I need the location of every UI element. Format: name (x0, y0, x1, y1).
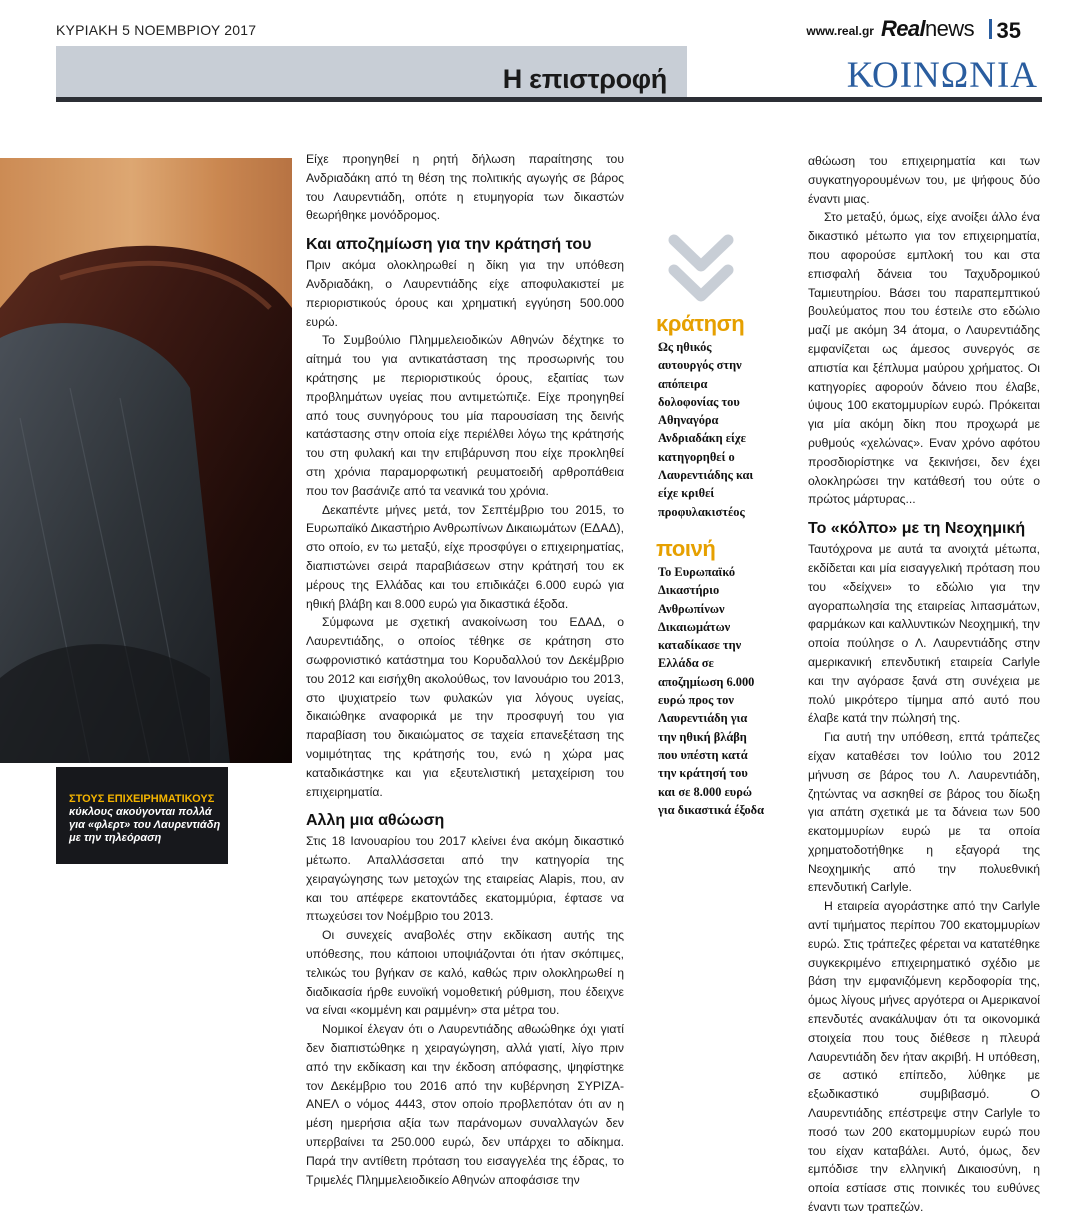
page-number: 35 (996, 18, 1021, 43)
section-label: ΚΟΙΝΩΝΙΑ (846, 55, 1038, 96)
pull-text: Το Ευρωπαϊκό Δικαστήριο Ανθρωπίνων Δικαιωμάτων καταδίκασε την Ελλάδα σε αποζημίωση 6.000 ευρώ προς τον Λαυρεντιάδη για την ηθική βλάβη που υπέστη κατά την κράτησή του και σε 8.000 ευρώ για δικαστικά έξοδα (658, 564, 765, 817)
paragraph: Δεκαπέντε μήνες μετά, τον Σεπτέμβριο του 2015, το Ευρωπαϊκό Δικαστήριο Ανθρωπίνων Δικαιωμάτων (ΕΔΑΔ), στο οποίο, εν τω μεταξύ, είχε προσφύγει ο επιχειρηματίας, διαπιστώνει σειρά παραβιάσεων στην κράτησή του εκ μέρους της Ελλάδας και του επιδικάζει 6.000 ευρώ για ηθική βλάβη και 8.000 ευρώ για δικαστικά έξοδα. (306, 502, 624, 611)
subheading: Το «κόλπο» με τη Νεοχημική (808, 520, 1026, 538)
paragraph: Νομικοί έλεγαν ότι ο Λαυρεντιάδης αθωώθηκε όχι γιατί δεν διαπιστώθηκε η χειραγώγηση, αλλά γιατί, λίγο πριν από την εκδίκαση και την έκδοση απόφασης, ψηφίστηκε τον Δεκέμβριο του 2016 από την κυβέρνηση ΣΥΡΙΖΑ-ΑΝΕΛ ο νόμος 4443, στον οποίο προβλεπόταν ότι αν η μέση ημερήσια αξία των παράνομων συναλλαγών δεν υπερβαίνει τα 250.000 ευρώ, δεν υπάρχει το αδίκημα. Παρά την αντίθετη πρόταση του εισαγγελέα της έδρας, το Τριμελές Πλημμελειοδικείο Αθηνών αποφάσισε την (306, 1022, 624, 1187)
paragraph: αθώωση του επιχειρηματία και των συγκατηγορουμένων του, με ψήφους δύο έναντι μιας. (808, 154, 1040, 206)
paragraph: Σύμφωνα με σχετική ανακοίνωση του ΕΔΑΔ, ο Λαυρεντιάδης, ο οποίος τέθηκε σε κράτηση στο σωφρονιστικό κατάστημα του Κορυδαλλού τον Δεκέμβριο του 2012 και εισήχθη ακολούθως, τον Ιανουάριο του 2013, στο ψυχιατρείο των φυλακών για λόγους υγείας, δικαιώθηκε αναφορικά με την προσφυγή του για παραβίαση του δικαιώματος σε ταχεία επανεξέταση της νομιμότητας της κράτησής του, ενώ η χώρα μας καταδικάστηκε και για εξευτελιστική μεταχείριση του επιχειρηματία. (306, 615, 624, 799)
caption-text: κύκλους ακούγονται πολλά για «φλερτ» του Λαυρεντιάδη με την τηλεόραση (69, 806, 221, 844)
masthead (806, 18, 1027, 40)
subheading: Και αποζημίωση για την κράτησή του (306, 236, 592, 254)
article-column-1 (306, 150, 624, 1189)
article-photo (0, 158, 292, 763)
paragraph: Η εταιρεία αγοράστηκε από την Carlyle αντί τιμήματος περίπου 700 εκατομμυρίων ευρώ. Στις τράπεζες φέρεται να κατατέθηκε συγκεκριμένο επιχειρηματικό σχέδιο με βάση την εμφανιζόμενη κερδοφορία της, όμως λίγους μήνες αργότερα οι Αμερικανοί επενδυτές ανακάλυψαν ότι τα οικονομικά στοιχεία που τους διέθεσε η πλευρά Λαυρεντιάδη δεν ήταν ακριβή. Η υπόθεση, σε αστικό επίπεδο, λύθηκε με εξωδικαστικό συμβιβασμό. Ο Λαυρεντιάδης επέστρεψε στην Carlyle το ποσό των 200 εκατομμυρίων ευρώ που του είχαν καταβάλει. Αυτό, όμως, δεν εμπόδισε την ελληνική Δικαιοσύνη, η οποία εστίασε στις ποινικές του ευθύνες έναντι των τραπεζών. (808, 899, 1040, 1215)
article-column-3 (808, 152, 1040, 1217)
pull-keyword: κράτηση (656, 311, 745, 336)
brand-bold: Real (880, 16, 926, 41)
divider (989, 19, 992, 39)
photo-caption (56, 767, 228, 864)
site-url[interactable]: www.real.gr (806, 24, 874, 38)
pull-keyword: ποινή (656, 535, 716, 561)
brand-light: news (925, 16, 974, 41)
paragraph: Οι συνεχείς αναβολές στην εκδίκαση αυτής της υπόθεσης, που κάποιοι υποψιάζονται ότι ήταν σκόπιμες, τελικώς του βγήκαν σε καλό, καθώς πριν ολοκληρωθεί η διαδικασία ήρθε ευνοϊκή νομοθετική ρύθμιση, που έδειχνε να είναι «κομμένη και ραμμένη» στα μέτρα του. (306, 928, 624, 1018)
section-header (687, 46, 1042, 102)
brand-logo (881, 18, 974, 40)
pull-text: Ως ηθικός αυτουργός στην απόπειρα δολοφονίας του Αθηναγόρα Ανδριαδάκη είχε κατηγορηθεί ο Λαυρεντιάδης και είχε κριθεί προφυλακιστέος (658, 340, 754, 519)
page-headline: Η επιστροφή (502, 64, 667, 94)
paragraph: Για αυτή την υπόθεση, επτά τράπεζες είχαν καταθέσει τον Ιούλιο του 2012 μήνυση σε βάρος του Λ. Λαυρεντιάδη, ζητώντας να ασκηθεί σε βάρος του δίωξη για απάτη σχετικά με τα δάνεια των 500 εκατομμυρίων ευρώ με τα οποία χρηματοδοτήθηκε η εξαγορά της Νεοχημικής από την πολυεθνική επενδυτική Carlyle. (808, 730, 1040, 895)
paragraph: Στο μεταξύ, όμως, είχε ανοίξει άλλο ένα δικαστικό μέτωπο για τον επιχειρηματία, που αφορούσε εμπλοκή του και στα επισφαλή δάνεια του Ταχυδρομικού Ταμιευτηρίου. Βάσει του παραπεμπτικού βουλεύματος που του έστειλε στο εδώλιο μαζί με ακόμη 34 άτομα, ο Λαυρεντιάδης εμφανίζεται ως άμεσος συνεργός σε απιστία και ξέπλυμα μαύρου χρήματος. Οι κατηγορίες αφορούν δάνειο που έλαβε, ύψους 100 εκατομμυρίων ευρώ. Πρόκειται για μία ακόμη δίκη που προχωρά με ρυθμούς «χελώνας». Εναν χρόνο αφότου προσδιορίστηκε να ξεκινήσει, δεν έχει ολοκληρώσει την κατάθεσή του ούτε ο πρώτος μάρτυρας... (808, 210, 1040, 507)
paragraph: Πριν ακόμα ολοκληρωθεί η δίκη για την υπόθεση Ανδριαδάκη, ο Λαυρεντιάδης είχε αποφυλακιστεί με περιοριστικούς όρους και χρηματική εγγύηση 500.000 ευρώ. (306, 258, 624, 329)
paragraph: Είχε προηγηθεί η ρητή δήλωση παραίτησης του Ανδριαδάκη από τη θέση της πολιτικής αγωγής σε βάρος του Λαυρεντιάδη, οπότε η ετυμηγορία των δικαστών θεωρήθηκε μονόδρομος. (306, 152, 624, 223)
paragraph: Ταυτόχρονα με αυτά τα ανοιχτά μέτωπα, εκδίδεται και μία εισαγγελική πρόταση που του «δείχνει» το εδώλιο για την αγοραπωλησία της εταιρείας λιπασμάτων, φαρμάκων και καλλυντικών Νεοχημική, την οποία πούλησε ο Λ. Λαυρεντιάδης στην αμερικανική επενδυτική εταιρεία Carlyle και την αγόρασε ξανά στη συνέχεια με πολύ μικρότερο τίμημα από αυτό που έλαβε κατά την πώλησή της. (808, 542, 1040, 726)
paragraph: Το Συμβούλιο Πλημμελειοδικών Αθηνών δέχτηκε το αίτημά του για αντικατάσταση της προσωρινής του κράτησης με περιοριστικούς όρους, εξαιτίας των προβλημάτων υγείας που αντιμετώπιζε. Είχε προηγηθεί από τους συνηγόρους του μία παρουσίαση της δεινής κατάστασης στην οποία είχε περιέλθει λόγω της κράτησής του στη φυλακή και την επιβάρυνση που είχε προκληθεί στη χρόνια παραμορφωτική ρευματοειδή αρθροπάθεια που τον βασάνιζε από τα νεανικά του χρόνια. (306, 333, 624, 498)
issue-date: ΚΥΡΙΑΚΗ 5 ΝΟΕΜΒΡΙΟΥ 2017 (56, 22, 257, 38)
pull-quote-column (656, 236, 764, 819)
chevron-down-icon (670, 236, 732, 308)
caption-highlight: ΣΤΟΥΣ ΕΠΙΧΕΙΡΗΜΑΤΙΚΟΥΣ (69, 793, 215, 805)
subheading: Αλλη μια αθώωση (306, 812, 445, 830)
headline-band (56, 46, 687, 102)
paragraph: Στις 18 Ιανουαρίου του 2017 κλείνει ένα ακόμη δικαστικό μέτωπο. Απαλλάσσεται από την κατηγορία της χειραγώγησης των μετοχών της εταιρείας Alapis, που, αν και του απέφερε εκατοντάδες εκατομμύρια, έφτασε να πτωχεύσει τον Νοέμβριο του 2013. (306, 834, 624, 924)
photo-illustration (0, 158, 292, 763)
